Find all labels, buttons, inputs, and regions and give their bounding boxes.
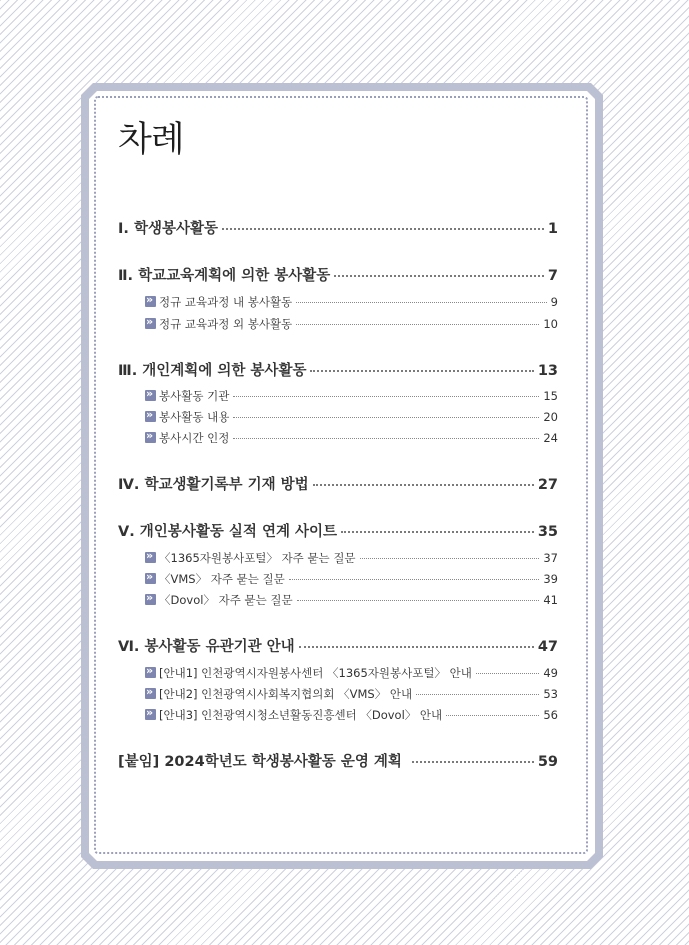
dot-leader [297, 600, 540, 601]
dot-leader [310, 370, 533, 372]
dot-leader [299, 646, 534, 648]
toc-item[interactable] [145, 686, 558, 702]
double-chevron-icon [145, 709, 156, 720]
item-label: 봉사활동 내용 [159, 410, 230, 424]
dot-leader [446, 715, 539, 716]
section-numeral: Ⅲ. [118, 363, 138, 379]
item-label: [안내1] 인천광역시자원봉사센터 〈1365자원봉사포털〉 안내 [159, 666, 472, 680]
section-numeral: Ⅳ. [118, 477, 140, 493]
item-page: 41 [543, 593, 558, 607]
toc-item[interactable] [145, 592, 558, 608]
section-title: 개인봉사활동 실적 연계 사이트 [139, 524, 338, 540]
toc-section-5[interactable] [118, 520, 558, 541]
toc-section-3[interactable] [118, 359, 558, 380]
item-page: 10 [543, 317, 558, 331]
toc-item[interactable] [145, 665, 558, 681]
toc-section-2[interactable] [118, 264, 558, 285]
item-page: 24 [543, 431, 558, 445]
dot-leader [296, 302, 547, 303]
double-chevron-icon [145, 296, 156, 307]
appendix-page: 59 [537, 754, 558, 770]
double-chevron-icon [145, 667, 156, 678]
double-chevron-icon [145, 318, 156, 329]
item-label: [안내2] 인천광역시사회복지협의회 〈VMS〉 안내 [159, 687, 413, 701]
double-chevron-icon [145, 573, 156, 584]
item-label: 정규 교육과정 내 봉사활동 [159, 295, 293, 309]
dot-leader [476, 673, 540, 674]
dot-leader [289, 579, 540, 580]
dot-leader [412, 761, 534, 763]
item-page: 20 [543, 410, 558, 424]
section-numeral: Ⅴ. [118, 524, 135, 540]
item-page: 53 [543, 687, 558, 701]
item-page: 39 [543, 572, 558, 586]
item-label: 〈1365자원봉사포털〉 자주 묻는 질문 [159, 551, 356, 565]
toc-item[interactable] [145, 550, 558, 566]
item-page: 15 [543, 389, 558, 403]
item-page: 37 [543, 551, 558, 565]
section-page: 27 [537, 477, 558, 493]
double-chevron-icon [145, 552, 156, 563]
dot-leader [233, 417, 539, 418]
section-numeral: Ⅰ. [118, 221, 129, 237]
toc-section-4[interactable] [118, 473, 558, 494]
item-page: 56 [543, 708, 558, 722]
dot-leader [313, 484, 534, 486]
item-label: 봉사활동 기관 [159, 389, 230, 403]
section-title: 학교생활기록부 기재 방법 [144, 477, 309, 493]
double-chevron-icon [145, 432, 156, 443]
item-label: 〈Dovol〉 자주 묻는 질문 [159, 593, 293, 607]
toc-item[interactable] [145, 707, 558, 723]
page-title: 차례 [118, 120, 184, 160]
section-page: 47 [537, 639, 558, 655]
toc-appendix[interactable] [118, 750, 558, 771]
item-page: 9 [550, 295, 558, 309]
dot-leader [222, 228, 544, 230]
dot-leader [233, 396, 539, 397]
section-title: 개인계획에 의한 봉사활동 [142, 363, 307, 379]
dot-leader [360, 558, 540, 559]
dot-leader [334, 275, 544, 277]
double-chevron-icon [145, 411, 156, 422]
toc-item[interactable] [145, 294, 558, 310]
section-numeral: Ⅵ. [118, 639, 140, 655]
section-numeral: Ⅱ. [118, 268, 134, 284]
toc-item[interactable] [145, 316, 558, 332]
double-chevron-icon [145, 688, 156, 699]
section-page: 13 [537, 363, 558, 379]
dot-leader [416, 694, 539, 695]
dot-leader [341, 531, 534, 533]
section-page: 7 [547, 268, 558, 284]
dot-leader [233, 438, 539, 439]
double-chevron-icon [145, 390, 156, 401]
item-label: [안내3] 인천광역시청소년활동진흥센터 〈Dovol〉 안내 [159, 708, 443, 722]
item-label: 봉사시간 인정 [159, 431, 230, 445]
section-title: 학교교육계획에 의한 봉사활동 [138, 268, 331, 284]
toc-section-1[interactable] [118, 217, 558, 238]
dot-leader [296, 324, 539, 325]
toc-section-6[interactable] [118, 635, 558, 656]
toc-item[interactable] [145, 388, 558, 404]
section-page: 35 [537, 524, 558, 540]
item-label: 〈VMS〉 자주 묻는 질문 [159, 572, 285, 586]
toc-item[interactable] [145, 409, 558, 425]
section-title: 학생봉사활동 [133, 221, 219, 237]
item-label: 정규 교육과정 외 봉사활동 [159, 317, 293, 331]
toc-item[interactable] [145, 571, 558, 587]
item-page: 49 [543, 666, 558, 680]
section-title: 봉사활동 유관기관 안내 [144, 639, 295, 655]
section-page: 1 [547, 221, 558, 237]
toc-item[interactable] [145, 430, 558, 446]
double-chevron-icon [145, 594, 156, 605]
appendix-label: [붙임] 2024학년도 학생봉사활동 운영 계획 [118, 754, 402, 770]
